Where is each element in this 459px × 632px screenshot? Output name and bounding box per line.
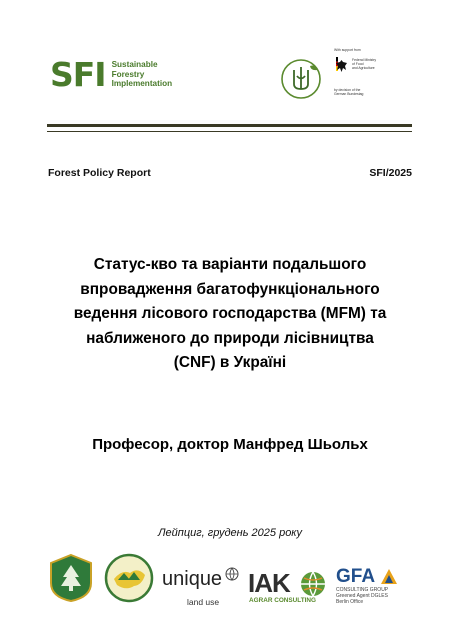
- gfa-sub-line-2: Greened Agent DGLES: [336, 593, 388, 599]
- header-divider-thick: [47, 124, 412, 127]
- title-line-3: ведення лісового господарства (MFM) та: [73, 305, 387, 323]
- header-divider-thin: [47, 131, 412, 132]
- sfi-logo: [50, 55, 173, 94]
- place-and-date: Лейпциг, грудень 2025 року: [158, 527, 302, 539]
- gfa-logo-text: GFA: [336, 566, 376, 587]
- sfi-line-3: Implementation: [111, 79, 173, 89]
- ukraine-trident-emblem-icon: [280, 58, 322, 100]
- forest-institute-seal-icon: [104, 553, 154, 603]
- ministry-line-2: of Food: [352, 62, 364, 66]
- report-series-label: Forest Policy Report: [48, 167, 151, 179]
- ministry-line-3: and Agriculture: [352, 66, 375, 70]
- title-line-4: наближеного до природи лісівництва: [86, 329, 374, 347]
- iak-logo-text: IAK: [248, 568, 290, 598]
- ministry-name: [352, 58, 412, 70]
- unique-land-use-logo: [162, 569, 222, 589]
- gfa-sub-line-1: CONSULTING GROUP: [336, 587, 389, 593]
- gfa-logo-subtext: [336, 587, 416, 605]
- report-author: Професор, доктор Манфред Шьольх: [92, 436, 368, 453]
- decision-line-1: by decision of the: [334, 88, 361, 92]
- title-line-2: впровадження багатофункціонального: [80, 280, 380, 298]
- title-line-1: Статус-кво та варіанти подальшого: [93, 256, 367, 273]
- gfa-consulting-logo: [336, 566, 375, 588]
- iak-agrar-consulting-logo: [248, 569, 290, 597]
- unique-logo-subtext: land use: [187, 597, 220, 607]
- sfi-line-2: Forestry: [111, 69, 145, 79]
- gfa-sub-line-3: Berlin Office: [336, 599, 364, 605]
- iak-logo-subtext: AGRAR CONSULTING: [249, 597, 316, 604]
- unique-logo-text: unique: [162, 568, 223, 590]
- funding-note: With support from: [334, 48, 361, 52]
- title-line-5: (CNF) в Україні: [173, 354, 287, 372]
- sfi-logo-text: [112, 60, 173, 89]
- decision-line-2: German Bundestag: [334, 92, 364, 96]
- sfi-line-1: Sustainable: [111, 59, 158, 69]
- bundestag-decision: [334, 88, 394, 96]
- report-title: [40, 253, 420, 376]
- gfa-triangle-icon: [380, 568, 398, 586]
- ministry-line-1: Federal Ministry: [352, 58, 377, 62]
- sfi-logo-mark: SFI: [50, 55, 106, 94]
- forestry-agency-seal-icon: [47, 553, 95, 603]
- iak-globe-icon: [300, 571, 326, 597]
- ministry-funding-logo: [334, 48, 414, 106]
- federal-eagle-icon: [335, 59, 348, 73]
- unique-globe-icon: [225, 567, 239, 581]
- report-code: SFI/2025: [369, 167, 412, 179]
